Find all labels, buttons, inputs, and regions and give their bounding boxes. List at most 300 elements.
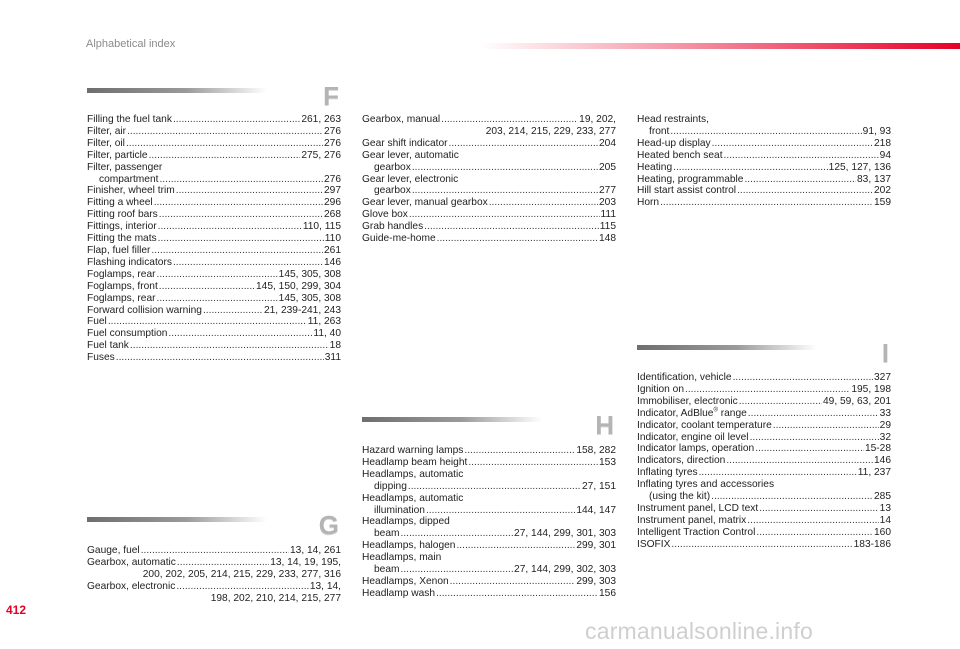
dot-leader xyxy=(436,588,598,600)
index-entry-label-wrap xyxy=(87,114,172,126)
index-entry-label: Headlamps, halogen xyxy=(362,540,456,552)
dot-leader xyxy=(158,221,302,233)
index-entry-label: Fitting a wheel xyxy=(87,197,153,209)
index-entry-label-wrap xyxy=(87,281,158,293)
index-entry-label-wrap xyxy=(637,408,747,420)
index-entry xyxy=(637,185,891,197)
section-letter-f: F xyxy=(323,81,339,111)
index-entry-label: Heating, programmable xyxy=(637,173,744,185)
index-entry-line xyxy=(637,432,891,444)
dot-leader xyxy=(177,557,269,569)
index-entry-pages: 49, 59, 63, 201 xyxy=(823,395,891,407)
index-entry-line xyxy=(637,185,891,197)
index-entry-label-wrap xyxy=(87,352,115,364)
index-entry-line xyxy=(362,445,616,457)
dot-leader xyxy=(157,269,278,281)
index-entry-label: Gear shift indicator xyxy=(362,137,448,149)
index-entry-label-wrap xyxy=(362,540,455,552)
index-entry-line xyxy=(637,515,891,527)
index-entry-label-wrap xyxy=(87,126,126,138)
index-entry-label: Headlamps, main xyxy=(362,552,442,564)
index-entry-label: Grab handles xyxy=(362,221,424,233)
index-entry-pages: 299, 301 xyxy=(576,540,616,552)
index-entry xyxy=(87,185,341,197)
dot-leader xyxy=(673,162,828,174)
index-entry xyxy=(637,455,891,467)
index-entry-pages: 158, 282 xyxy=(576,445,616,456)
index-list-i xyxy=(637,372,891,551)
index-entry xyxy=(362,445,616,457)
index-entry-label: Inflating tyres and accessories xyxy=(637,479,775,491)
index-entry xyxy=(87,293,341,305)
dot-leader xyxy=(157,293,278,305)
index-entry-label-wrap xyxy=(87,305,202,317)
dot-leader xyxy=(127,126,323,138)
index-entry-line xyxy=(87,209,341,221)
dot-leader xyxy=(151,245,323,257)
index-entry-line xyxy=(87,233,341,245)
dot-leader xyxy=(489,197,598,209)
index-entry-label-wrap xyxy=(362,457,467,469)
page-number: 412 xyxy=(6,603,27,617)
index-entry-pages: 275, 276 xyxy=(301,149,341,161)
section-header-h xyxy=(362,412,616,442)
index-entry-line xyxy=(637,491,891,503)
index-entry xyxy=(362,516,616,540)
index-entry-line xyxy=(362,588,616,600)
index-entry-label: Headlamps, automatic xyxy=(362,468,464,480)
index-entry-line xyxy=(87,150,341,162)
index-entry xyxy=(637,150,891,162)
index-entry xyxy=(637,197,891,209)
index-entry-label: Forward collision warning xyxy=(87,304,202,316)
index-entry-label-wrap xyxy=(87,233,157,245)
index-entry-line xyxy=(637,443,891,455)
index-entry-label-wrap xyxy=(637,539,670,551)
index-entry-pages: 156 xyxy=(599,587,616,599)
index-entry-line xyxy=(362,185,616,197)
dot-leader xyxy=(176,581,309,593)
index-entry-sublabel: compartment xyxy=(99,173,159,185)
index-entry-line xyxy=(87,316,341,328)
index-entry-label-wrap xyxy=(637,432,749,444)
index-entry-label-wrap xyxy=(87,138,125,150)
index-entry-line xyxy=(637,126,891,138)
index-entry-label: Headlamps, automatic xyxy=(362,492,464,504)
index-entry-label-wrap xyxy=(637,384,684,396)
index-entry-label: Foglamps, rear xyxy=(87,268,156,280)
index-entry-label-wrap xyxy=(637,174,743,186)
index-entry-pages: 261 xyxy=(324,244,341,256)
index-entry xyxy=(362,469,616,493)
index-entry xyxy=(362,221,616,233)
index-entry-label: Horn xyxy=(637,197,660,209)
index-entry-label-wrap xyxy=(87,316,107,328)
index-entry-pages: 160 xyxy=(874,526,891,538)
dot-leader xyxy=(437,233,598,245)
index-entry-label: Inflating tyres xyxy=(637,467,698,479)
index-entry-pages: 144, 147 xyxy=(576,504,616,516)
index-entry xyxy=(87,557,341,581)
index-entry-label-wrap xyxy=(87,557,176,569)
index-entry-label: Headlamp wash xyxy=(362,587,436,599)
index-entry-label: Hazard warning lamps xyxy=(362,445,464,456)
index-entry-line xyxy=(637,150,891,162)
index-entry-label-suffix: range xyxy=(717,407,747,419)
section-divider xyxy=(87,88,267,93)
index-entry-pages: 276 xyxy=(324,173,341,185)
index-entry-line xyxy=(87,257,341,269)
index-entry xyxy=(637,372,891,384)
dot-leader xyxy=(748,408,879,420)
index-entry-label: Headlamps, dipped xyxy=(362,516,450,528)
index-entry-line xyxy=(362,221,616,233)
index-entry-pages: 115 xyxy=(599,221,616,233)
index-entry-label: Identification, vehicle xyxy=(637,372,732,383)
dot-leader xyxy=(660,197,873,209)
index-entry-line xyxy=(362,233,616,245)
index-entry-sublabel: (using the kit) xyxy=(649,491,711,503)
index-entry-line xyxy=(362,197,616,209)
index-entry xyxy=(637,162,891,174)
index-entry-line xyxy=(87,185,341,197)
index-entry xyxy=(87,221,341,233)
index-entry-line xyxy=(362,564,616,576)
index-entry-line xyxy=(87,557,341,569)
index-entry-label: Glove box xyxy=(362,209,408,221)
index-entry xyxy=(87,269,341,281)
index-entry-line xyxy=(637,396,891,408)
index-entry-pages: 277 xyxy=(599,185,616,197)
index-entry-line xyxy=(87,581,341,593)
index-entry-pages: 11, 237 xyxy=(857,467,891,479)
index-entry-sublabel: illumination xyxy=(374,504,425,516)
index-entry-label-wrap xyxy=(637,150,723,162)
index-entry-pages: 203 xyxy=(599,197,616,209)
index-entry xyxy=(637,539,891,551)
index-entry-line xyxy=(637,408,891,420)
index-entry-pages-continued: 198, 202, 210, 214, 215, 277 xyxy=(210,592,341,604)
index-entry-label: Fitting roof bars xyxy=(87,209,158,221)
dot-leader xyxy=(412,162,598,174)
index-entry-pages: 19, 202, xyxy=(579,114,616,125)
index-entry xyxy=(362,150,616,174)
index-entry-pages: 145, 150, 299, 304 xyxy=(256,280,341,292)
section-header-g xyxy=(87,512,341,542)
index-entry-label-wrap xyxy=(87,245,150,257)
index-entry-label: Filter, passenger xyxy=(87,161,163,173)
index-entry xyxy=(87,138,341,150)
index-entry-label: Ignition on xyxy=(637,383,685,395)
index-entry-label: Hill start assist control xyxy=(637,185,737,197)
page-header-title: Alphabetical index xyxy=(86,38,176,50)
index-entry-pages: 205 xyxy=(599,161,616,173)
index-entry-label: Heated bench seat xyxy=(637,149,723,161)
index-entry-label-wrap xyxy=(87,150,148,162)
index-entry-label-wrap xyxy=(362,209,408,221)
dot-leader xyxy=(130,340,329,352)
dot-leader xyxy=(747,515,878,527)
index-entry-line xyxy=(87,221,341,233)
dot-leader xyxy=(108,316,307,328)
index-entry-label-wrap xyxy=(637,372,732,384)
index-entry xyxy=(637,479,891,503)
index-entry-label-wrap xyxy=(637,443,754,455)
index-entry-label: Head restraints, xyxy=(637,114,709,125)
index-entry-label-wrap xyxy=(637,467,698,479)
index-entry xyxy=(637,174,891,186)
dot-leader xyxy=(744,174,856,186)
section-letter-i: I xyxy=(881,338,889,368)
index-entry-pages: 83, 137 xyxy=(857,173,891,185)
index-entry-label-wrap xyxy=(362,114,440,126)
index-entry-sublabel: front xyxy=(649,125,670,137)
dot-leader xyxy=(116,352,324,364)
index-entry-pages: 159 xyxy=(874,197,891,209)
index-entry-label-wrap xyxy=(637,420,772,432)
index-entry xyxy=(362,540,616,552)
index-entry-label-wrap xyxy=(637,503,758,515)
index-entry-label: Indicator, coolant temperature xyxy=(637,419,772,431)
index-entry-label-wrap xyxy=(362,588,435,600)
dot-leader xyxy=(149,150,301,162)
dot-leader xyxy=(733,372,873,384)
header-accent-bar xyxy=(480,43,960,49)
index-entry-pages: 13, 14, 19, 195, xyxy=(270,556,341,568)
index-entry-label: Flap, fuel filler xyxy=(87,244,151,256)
index-entry-pages: 32 xyxy=(879,431,891,443)
index-entry-label: Flashing indicators xyxy=(87,256,172,268)
index-entry-label: Indicators, direction xyxy=(637,455,726,467)
index-entry-line xyxy=(637,420,891,432)
index-entry-line xyxy=(87,328,341,340)
dot-leader xyxy=(468,457,598,469)
index-entry-label-wrap xyxy=(87,293,156,305)
dot-leader xyxy=(409,209,600,221)
index-entry-label: Intelligent Traction Control xyxy=(637,526,756,538)
dot-leader xyxy=(412,185,598,197)
index-entry-sublabel: dipping xyxy=(374,480,407,492)
section-divider xyxy=(87,517,267,522)
index-entry xyxy=(362,588,616,600)
index-entry-line xyxy=(637,455,891,467)
index-entry-label: Filter, air xyxy=(87,125,127,137)
index-entry-label: Fuel consumption xyxy=(87,328,168,340)
index-entry-line xyxy=(87,293,341,305)
index-entry-line xyxy=(87,352,341,364)
index-entry xyxy=(87,114,341,126)
dot-leader xyxy=(464,445,575,457)
index-entry-label: Fittings, interior xyxy=(87,221,157,233)
index-entry-pages: 183-186 xyxy=(853,538,891,550)
index-entry-label: Headlamp beam height xyxy=(362,456,468,468)
index-entry-pages: 311 xyxy=(324,352,341,364)
index-entry-pages: 111 xyxy=(600,209,616,221)
index-entry-pages: 125, 127, 136 xyxy=(828,161,891,173)
dot-leader xyxy=(450,576,576,588)
dot-leader xyxy=(712,138,873,150)
index-list-f xyxy=(87,114,341,364)
index-entry-label: Foglamps, rear xyxy=(87,292,156,304)
index-entry xyxy=(637,443,891,455)
index-entry-label: Headlamps, Xenon xyxy=(362,575,449,587)
index-entry-pages: 218 xyxy=(874,137,891,149)
index-entry-label-wrap xyxy=(87,209,158,221)
index-list-g xyxy=(87,545,341,605)
index-entry-label: ISOFIX xyxy=(637,538,671,550)
index-entry-pages: 27, 151 xyxy=(582,480,616,492)
index-entry-label: Instrument panel, LCD text xyxy=(637,502,759,514)
index-entry xyxy=(362,114,616,138)
index-entry-pages: 94 xyxy=(879,149,891,161)
index-entry-pages: 27, 144, 299, 301, 303 xyxy=(514,528,616,540)
index-entry-label-wrap xyxy=(637,527,755,539)
index-entry-label: Gearbox, manual xyxy=(362,114,441,125)
index-entry-line xyxy=(637,539,891,551)
index-entry xyxy=(87,150,341,162)
index-entry-label: Instrument panel, matrix xyxy=(637,514,747,526)
index-entry-label-wrap xyxy=(87,328,167,340)
dot-leader xyxy=(759,503,878,515)
index-entry-line xyxy=(362,457,616,469)
index-entry-pages: 296 xyxy=(324,197,341,209)
index-entry-label: Fuses xyxy=(87,352,115,364)
index-entry-label: Immobiliser, electronic xyxy=(637,395,738,407)
index-entry xyxy=(637,503,891,515)
index-entry-line xyxy=(87,114,341,126)
index-entry-line xyxy=(87,545,341,557)
dot-leader xyxy=(699,467,857,479)
dot-leader xyxy=(449,138,599,150)
dot-leader xyxy=(739,396,822,408)
index-entry-line xyxy=(362,576,616,588)
index-entry xyxy=(87,581,341,605)
section-divider xyxy=(637,345,817,350)
index-entry-label-wrap xyxy=(87,545,140,557)
index-entry-line xyxy=(362,481,616,493)
dot-leader xyxy=(726,455,873,467)
index-entry xyxy=(87,257,341,269)
index-entry-pages: 327 xyxy=(874,372,891,383)
index-entry-pages: 285 xyxy=(874,491,891,503)
index-entry xyxy=(87,352,341,364)
index-entry-label: Filling the fuel tank xyxy=(87,114,172,125)
index-entry-pages: 145, 305, 308 xyxy=(278,268,341,280)
index-entry-pages: 261, 263 xyxy=(301,114,341,125)
index-entry-label-wrap xyxy=(637,515,746,527)
dot-leader xyxy=(159,174,323,186)
dot-leader xyxy=(168,328,312,340)
index-entry xyxy=(637,420,891,432)
index-entry-pages: 276 xyxy=(324,137,341,149)
index-entry-label: Filter, oil xyxy=(87,137,125,149)
index-entry-pages: 297 xyxy=(324,185,341,197)
index-entry-label-wrap xyxy=(87,340,129,352)
index-entry-label-wrap xyxy=(362,576,449,588)
index-entry xyxy=(362,209,616,221)
index-entry-pages: 27, 144, 299, 302, 303 xyxy=(514,564,616,576)
index-entry xyxy=(362,457,616,469)
index-entry-pages: 14 xyxy=(879,514,891,526)
dot-leader xyxy=(755,443,864,455)
index-entry-label-wrap xyxy=(362,445,463,457)
index-entry-line xyxy=(637,138,891,150)
section-header-f xyxy=(87,83,341,113)
dot-leader xyxy=(456,540,575,552)
index-entry-pages: 110 xyxy=(324,233,341,245)
dot-leader xyxy=(773,420,879,432)
index-entry-line xyxy=(362,528,616,540)
dot-leader xyxy=(426,505,575,517)
index-entry-label: Indicator, AdBlue xyxy=(637,407,714,419)
index-entry-line xyxy=(362,505,616,517)
index-entry xyxy=(637,408,891,420)
dot-leader xyxy=(173,257,323,269)
dot-leader xyxy=(750,432,879,444)
index-entry-label: Gearbox, automatic xyxy=(87,556,176,568)
dot-leader xyxy=(441,114,578,126)
index-entry-sublabel: beam xyxy=(374,564,400,576)
dot-leader xyxy=(671,539,852,551)
index-entry xyxy=(87,245,341,257)
index-entry-line xyxy=(362,162,616,174)
index-entry-pages: 195, 198 xyxy=(851,383,891,395)
index-entry-label: Fuel xyxy=(87,316,107,328)
index-entry xyxy=(87,545,341,557)
index-entry-label-wrap xyxy=(637,396,738,408)
index-entry xyxy=(362,138,616,150)
index-entry-pages: 11, 263 xyxy=(307,316,341,328)
watermark: carmanualsonline.info xyxy=(585,618,813,644)
dot-leader xyxy=(141,545,289,557)
index-entry-pages: 13 xyxy=(879,502,891,514)
index-entry xyxy=(362,493,616,517)
index-entry xyxy=(362,552,616,576)
index-entry-line xyxy=(87,197,341,209)
index-entry xyxy=(87,209,341,221)
dot-leader xyxy=(159,209,323,221)
index-entry-label: Indicator lamps, operation xyxy=(637,443,755,455)
index-entry-pages: 276 xyxy=(324,125,341,137)
index-entry-label: Foglamps, front xyxy=(87,280,158,292)
index-entry-label-wrap xyxy=(362,233,436,245)
index-entry-line xyxy=(87,340,341,352)
dot-leader xyxy=(203,305,263,317)
index-entry xyxy=(637,527,891,539)
index-entry-label: Fitting the mats xyxy=(87,233,157,245)
index-entry-line xyxy=(87,305,341,317)
index-entry-label-wrap xyxy=(637,185,736,197)
index-entry-pages: 110, 115 xyxy=(302,221,341,233)
index-entry xyxy=(637,396,891,408)
index-entry-pages: 299, 303 xyxy=(576,575,616,587)
dot-leader xyxy=(737,185,873,197)
index-entry-line xyxy=(637,467,891,479)
index-entry xyxy=(87,162,341,186)
index-entry xyxy=(637,138,891,150)
index-entry-label-wrap xyxy=(637,455,725,467)
index-list-g-continued xyxy=(362,114,616,245)
index-entry-label: Fuel tank xyxy=(87,340,129,352)
index-entry xyxy=(87,233,341,245)
index-entry-line xyxy=(362,138,616,150)
dot-leader xyxy=(756,527,873,539)
index-entry-pages: 202 xyxy=(874,185,891,197)
index-entry xyxy=(637,467,891,479)
dot-leader xyxy=(173,114,300,126)
index-entry-sublabel: beam xyxy=(374,528,400,540)
index-entry-line xyxy=(637,384,891,396)
